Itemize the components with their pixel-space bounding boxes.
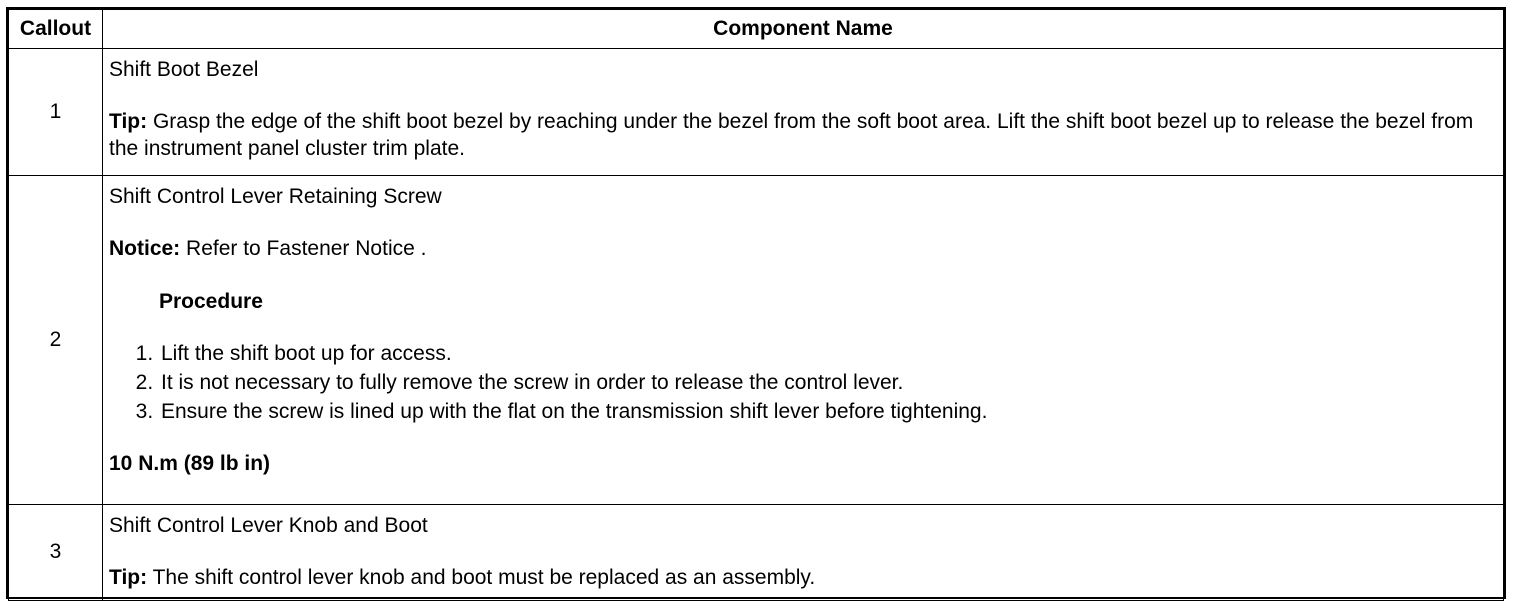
component-name: Shift Boot Bezel	[109, 58, 259, 81]
torque-spec: 10 N.m (89 lb in)	[109, 451, 271, 475]
procedure-steps	[109, 341, 1497, 426]
notice-paragraph	[109, 236, 1497, 262]
tip-paragraph	[109, 565, 1497, 591]
tip-text: Grasp the edge of the shift boot bezel by reaching under the bezel from the soft boot area. Lift the shift boot bezel up to release the bezel from the instrument panel cluster trim plate.	[109, 110, 1474, 160]
component-name: Shift Control Lever Knob and Boot	[109, 514, 428, 537]
list-item: 2. It is not necessary to fully remove the screw in order to release the control lever.	[159, 370, 1497, 396]
table-row	[9, 176, 1504, 505]
list-item: 3. Ensure the screw is lined up with the flat on the transmission shift lever before tightening.	[159, 399, 1497, 425]
callout-cell: 1	[9, 49, 103, 176]
header-callout: Callout	[9, 10, 103, 49]
table-header-row	[9, 10, 1504, 49]
component-cell	[103, 505, 1504, 601]
tip-text: The shift control lever knob and boot must be replaced as an assembly.	[147, 566, 816, 590]
header-component-name: Component Name	[103, 10, 1504, 49]
table-row	[9, 505, 1504, 601]
notice-label: Notice:	[109, 237, 181, 261]
tip-label: Tip:	[109, 566, 148, 590]
component-cell	[103, 176, 1504, 505]
tip-label: Tip:	[109, 110, 148, 134]
tip-paragraph	[109, 109, 1497, 162]
component-name: Shift Control Lever Retaining Screw	[109, 185, 442, 208]
notice-text: Refer to Fastener Notice .	[180, 237, 427, 261]
component-table	[8, 9, 1504, 601]
callout-cell: 3	[9, 505, 103, 601]
list-item: 1. Lift the shift boot up for access.	[159, 341, 1497, 367]
component-cell	[103, 49, 1504, 176]
table-row	[9, 49, 1504, 176]
callout-cell: 2	[9, 176, 103, 505]
component-table-container	[6, 7, 1506, 599]
procedure-title: Procedure	[159, 289, 263, 313]
